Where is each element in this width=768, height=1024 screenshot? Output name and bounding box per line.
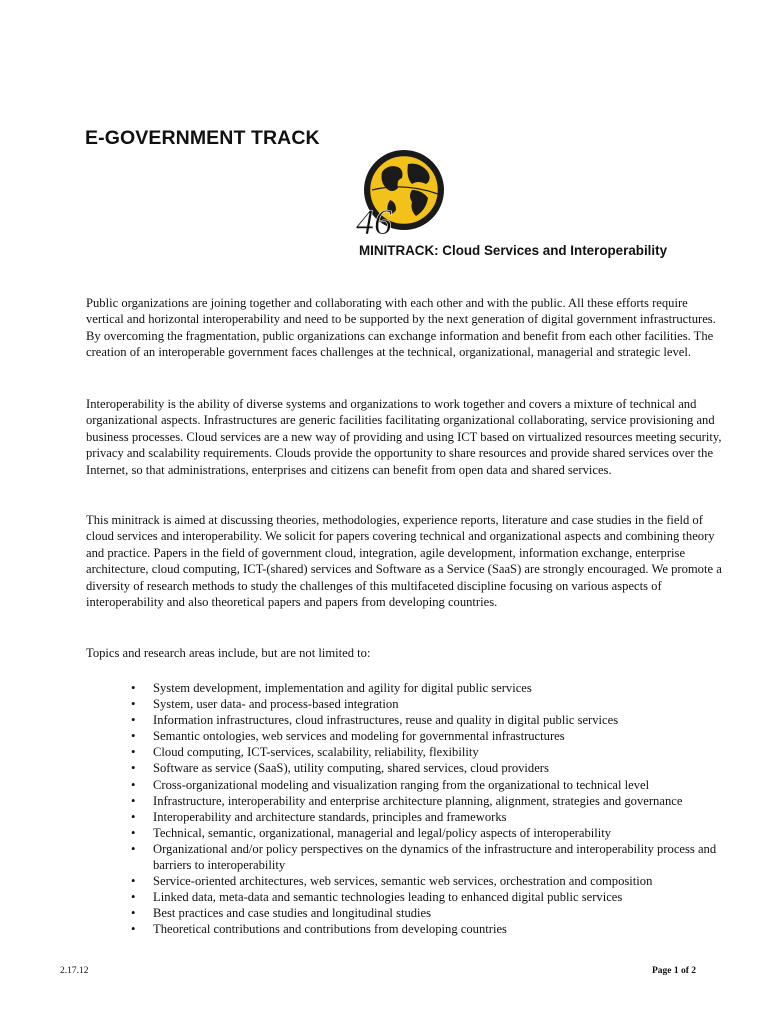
- minitrack-aim-paragraph: This minitrack is aimed at discussing theories, methodologies, experience reports, literature and case studies in the field of cloud services and interoperability. We solicit for papers covering technical and organizational aspects and combining theory and practice. Papers in the field of government cloud, integration, agile development, information exchange, enterprise architecture, cloud computing, ICT-(shared) services and Software as a Service (SaaS) are strongly encouraged. We promote a diversity of research methods to study the challenges of this multifaceted discipline focusing on various aspects of interoperability and also theoretical papers and papers from developing countries.: [86, 513, 722, 610]
- bullet-icon: •: [131, 777, 136, 792]
- topic-text: Interoperability and architecture standards, principles and frameworks: [153, 809, 507, 824]
- list-item: [86, 825, 726, 841]
- minitrack-title: MINITRACK: Cloud Services and Interoperability: [359, 243, 668, 258]
- track-title: E-GOVERNMENT TRACK: [85, 127, 320, 149]
- topic-text: Service-oriented architectures, web services, semantic web services, orchestration and composition: [153, 874, 653, 889]
- list-item: [86, 712, 726, 728]
- list-item: [86, 760, 726, 776]
- bullet-icon: •: [131, 906, 136, 921]
- bullet-icon: •: [131, 825, 136, 840]
- intro-paragraph: Public organizations are joining together and collaborating with each other and with the public. All these efforts require vertical and horizontal interoperability and need to be supported by the next generation of digital government infrastructures. By overcoming the fragmentation, public organizations can exchange information and benefit from each other facilities. The creation of an interoperable government faces challenges at the technical, organizational, managerial and strategic level.: [86, 296, 716, 360]
- list-item: [86, 905, 726, 921]
- conference-globe-logo: [352, 150, 452, 242]
- list-item: [86, 680, 726, 696]
- topics-intro: Topics and research areas include, but are not limited to:: [86, 646, 371, 660]
- bullet-icon: •: [131, 713, 136, 728]
- list-item: [86, 744, 726, 760]
- list-item: [86, 696, 726, 712]
- logo-number: 46: [356, 202, 392, 242]
- footer-date: 2.17.12: [60, 966, 89, 976]
- list-item: [86, 889, 726, 905]
- topic-text: System development, implementation and agility for digital public services: [153, 681, 532, 695]
- bullet-icon: •: [131, 809, 136, 824]
- bullet-icon: •: [131, 697, 136, 712]
- bullet-icon: •: [131, 890, 136, 905]
- bullet-icon: •: [131, 729, 136, 744]
- topic-text: Software as service (SaaS), utility computing, shared services, cloud providers: [153, 761, 549, 776]
- topic-text: Infrastructure, interoperability and enterprise architecture planning, alignment, strategies and governance: [153, 793, 683, 808]
- bullet-icon: •: [131, 681, 136, 695]
- bullet-icon: •: [131, 841, 136, 856]
- topic-text: Cross-organizational modeling and visualization ranging from the organizational to technical level: [153, 777, 650, 792]
- topic-text: Semantic ontologies, web services and modeling for governmental infrastructures: [153, 729, 565, 744]
- list-item: [86, 777, 726, 793]
- footer-page-number: Page 1 of 2: [652, 966, 697, 976]
- topics-list: [86, 680, 726, 938]
- topic-text: Theoretical contributions and contributions from developing countries: [153, 922, 507, 937]
- list-item: [86, 841, 726, 873]
- topic-text: Cloud computing, ICT-services, scalability, reliability, flexibility: [153, 745, 479, 760]
- topic-text: System, user data- and process-based integration: [153, 697, 399, 712]
- list-item: [86, 809, 726, 825]
- topic-text: Linked data, meta-data and semantic technologies leading to enhanced digital public services: [153, 890, 623, 905]
- interoperability-paragraph: Interoperability is the ability of diverse systems and organizations to work together and covers a mixture of technical and organizational aspects. Infrastructures are generic facilities facilitating organizational collaborating, service provisioning and business processes. Cloud services are a new way of providing and using ICT based on virtualized resources meeting security, privacy and scalability requirements. Clouds provide the opportunity to share resources and provide shared services over the Internet, so that administrations, enterprises and citizens can benefit from open data and shared services.: [86, 397, 722, 477]
- topic-text: Best practices and case studies and longitudinal studies: [153, 906, 432, 921]
- list-item: [86, 921, 726, 937]
- topic-text: Organizational and/or policy perspectives on the dynamics of the infrastructure and interoperability process and barriers to interoperability: [153, 841, 717, 873]
- topic-text: Technical, semantic, organizational, managerial and legal/policy aspects of interoperability: [153, 825, 612, 840]
- bullet-icon: •: [131, 761, 136, 776]
- list-item: [86, 728, 726, 744]
- bullet-icon: •: [131, 922, 136, 937]
- topic-text: Information infrastructures, cloud infrastructures, reuse and quality in digital public services: [153, 713, 619, 728]
- list-item: [86, 793, 726, 809]
- bullet-icon: •: [131, 874, 136, 889]
- list-item: [86, 873, 726, 889]
- bullet-icon: •: [131, 793, 136, 808]
- bullet-icon: •: [131, 745, 136, 760]
